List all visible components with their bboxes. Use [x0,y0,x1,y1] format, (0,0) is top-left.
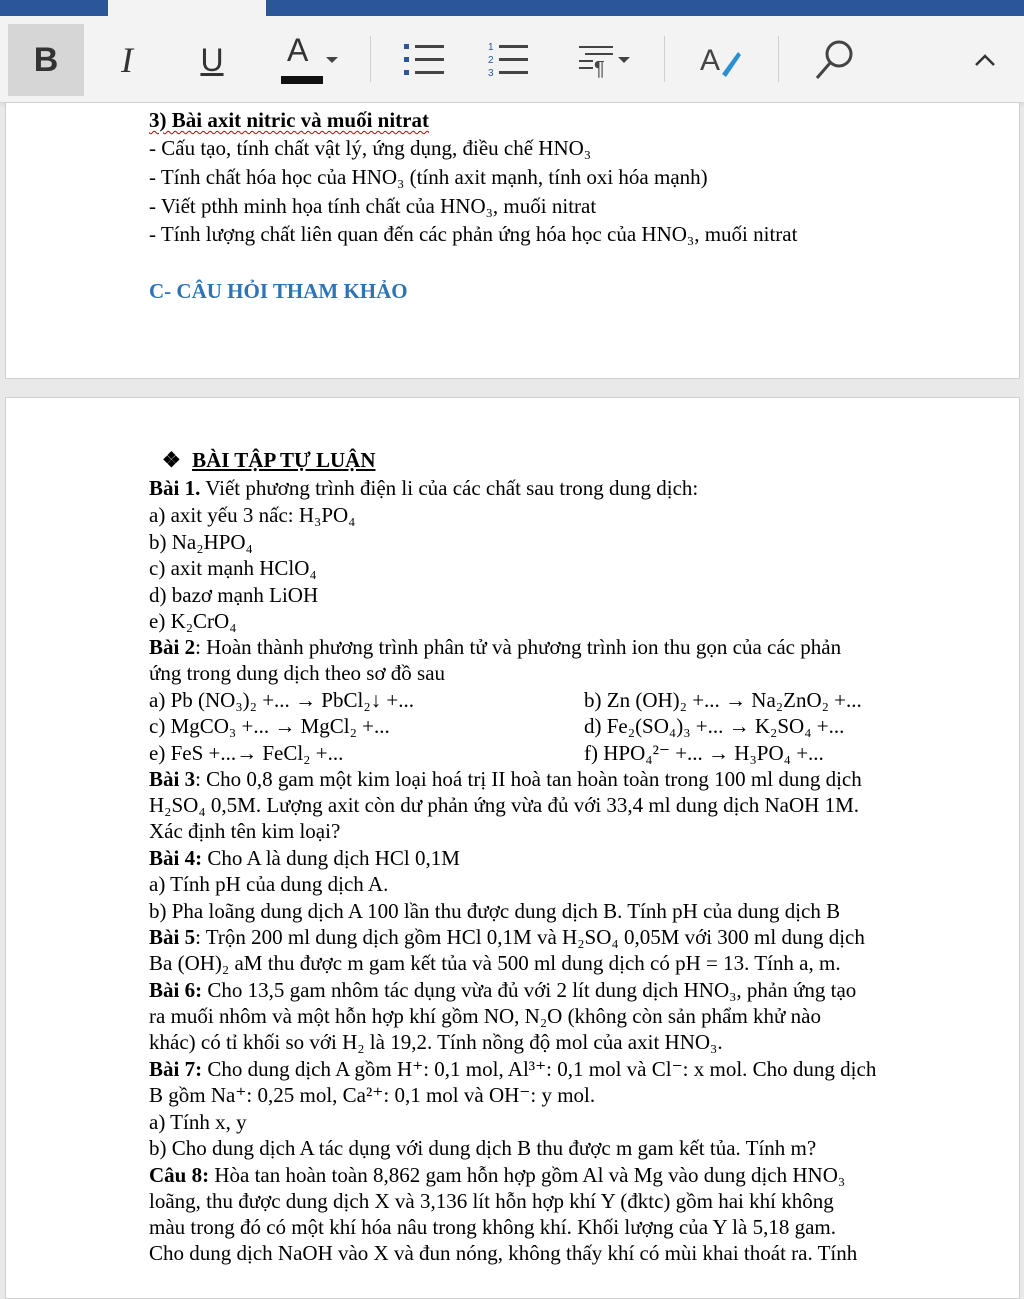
paragraph [149,1056,876,1082]
list-item: - Tính chất hóa học của HNO₃ (tính axit mạnh, tính oxi hóa mạnh) [149,165,708,189]
paragraph-text: Hòa tan hoàn toàn 8,862 gam hỗn hợp gồm Al và Mg vào dung dịch HNO₃ [209,1163,846,1187]
paragraph-text: màu trong đó có một khí hóa nâu trong không khí. Khối lượng của Y là 5,18 gam. [149,1215,836,1239]
styles-brush-icon [698,38,742,82]
list-item: b) Pha loãng dung dịch A 100 lần thu được dung dịch B. Tính pH của dung dịch B [149,899,841,923]
equation-item: f) HPO₄²⁻ +... → H₃PO₄ +... [584,741,824,765]
section-heading: C- CÂU HỎI THAM KHẢO [149,279,408,303]
chevron-down-icon [325,55,339,65]
list-item: c) axit mạnh HClO₄ [149,556,317,580]
paragraph [149,475,698,501]
paragraph-text: : Cho 0,8 gam một kim loại hoá trị II hoà tan hoàn toàn trong 100 ml dung dịch [195,767,862,791]
svg-text:1: 1 [488,42,494,53]
toolbar-separator [370,36,371,82]
equation-item: e) FeS +...→ FeCl₂ +... [149,741,344,765]
paragraph-text: H₂SO₄ 0,5M. Lượng axit còn dư phản ứng vừa đủ với 33,4 ml dung dịch NaOH 1M. [149,793,859,817]
italic-icon: I [121,40,133,80]
font-color-letter: A [287,32,309,68]
exercise-label: Bài 2 [149,635,196,659]
svg-text:¶: ¶ [594,58,605,78]
section-title: 3) Bài axit nitric và muối nitrat [149,108,429,132]
paragraph-text: khác) có tỉ khối so với H₂ là 19,2. Tính nồng độ mol của axit HNO₃. [149,1030,723,1054]
search-icon [812,38,856,82]
chevron-up-icon [973,52,997,68]
document-page-1 [5,102,1020,379]
paragraph-text: Cho dung dịch NaOH vào X và đun nóng, không thấy khí có mùi khai thoát ra. Tính [149,1241,858,1265]
toolbar-separator [778,36,779,82]
list-item: a) Tính x, y [149,1110,247,1134]
paragraph [149,1162,845,1188]
exercise-label: Bài 5 [149,925,196,949]
bold-button[interactable] [8,24,84,96]
title-bar [0,0,1024,16]
equation-item: c) MgCO₃ +... → MgCl₂ +... [149,714,390,738]
toolbar-separator [664,36,665,82]
paragraph-text: Cho A là dung dịch HCl 0,1M [202,846,460,870]
paragraph-text: B gồm Na⁺: 0,25 mol, Ca²⁺: 0,1 mol và OH⁻: y mol. [149,1083,596,1107]
list-item: b) Na₂HPO₄ [149,530,253,554]
styles-button[interactable] [690,24,750,96]
list-item: a) Tính pH của dung dịch A. [149,872,389,896]
list-item: b) Cho dung dịch A tác dụng với dung dịch B thu được m gam kết tủa. Tính m? [149,1136,817,1160]
exercise-label: Bài 6: [149,978,203,1002]
active-ribbon-tab[interactable] [108,0,266,16]
paragraph [149,924,865,950]
numbered-list-icon [486,40,530,80]
paragraph-text: loãng, thu được dung dịch X và 3,136 lít hỗn hợp khí Y (đktc) gồm hai khí không [149,1189,834,1213]
formatting-toolbar [0,16,1024,103]
chevron-down-icon [617,55,631,65]
paragraph-text: Xác định tên kim loại? [149,819,341,843]
paragraph-icon [577,42,617,78]
paragraph-text: Cho 13,5 gam nhôm tác dụng vừa đủ với 2 lít dung dịch HNO₃, phản ứng tạo [202,978,857,1002]
page-heading: BÀI TẬP TỰ LUẬN [192,448,376,472]
paragraph-text: Viết phương trình điện li của các chất sau trong dung dịch: [200,476,699,500]
underline-icon: U [200,41,224,78]
paragraph-text: ứng trong dung dịch theo sơ đồ sau [149,661,446,685]
paragraph [149,634,841,660]
exercise-label: Bài 1. [149,476,201,500]
exercise-label: Bài 7: [149,1057,203,1081]
paragraph-text: Cho dung dịch A gồm H⁺: 0,1 mol, Al³⁺: 0,1 mol và Cl⁻: x mol. Cho dung dịch [202,1057,877,1081]
paragraph-text: ra muối nhôm và một hỗn hợp khí gồm NO, N₂O (không còn sản phẩm khử nào [149,1004,821,1028]
numbered-list-button[interactable] [478,24,538,96]
paragraph-text: : Hoàn thành phương trình phân tử và phương trình ion thu gọn của các phản [195,635,842,659]
search-button[interactable] [804,24,864,96]
exercise-label: Câu 8: [149,1163,210,1187]
font-color-button[interactable] [270,24,350,96]
svg-text:A: A [700,44,721,77]
list-item: d) bazơ mạnh LiOH [149,583,319,607]
font-color-swatch [281,76,323,84]
paragraph [149,845,460,871]
paragraph [149,977,856,1003]
collapse-ribbon-button[interactable] [960,24,1010,96]
italic-button[interactable] [95,24,159,96]
exercise-label: Bài 3 [149,767,196,791]
diamond-bullet-icon: ❖ [162,448,181,472]
paragraph [149,766,862,792]
list-item: - Viết pthh minh họa tính chất của HNO₃, muối nitrat [149,194,597,218]
paragraph-format-button[interactable] [566,24,642,96]
paragraph-text: Ba (OH)₂ aM thu được m gam kết tủa và 500 ml dung dịch có pH = 13. Tính a, m. [149,951,841,975]
heading-line [162,447,375,473]
bold-icon: B [33,40,59,79]
svg-text:2: 2 [488,55,494,66]
underline-button[interactable] [180,24,244,96]
equation-item: d) Fe₂(SO₄)₃ +... → K₂SO₄ +... [584,714,845,738]
list-item: a) axit yếu 3 nấc: H₃PO₄ [149,503,356,527]
equation-item: b) Zn (OH)₂ +... → Na₂ZnO₂ +... [584,688,862,712]
svg-text:3: 3 [488,68,494,79]
list-item: - Tính lượng chất liên quan đến các phản ứng hóa học của HNO₃, muối nitrat [149,222,798,246]
bullet-list-button[interactable] [394,24,454,96]
list-item: - Cấu tạo, tính chất vật lý, ứng dụng, điều chế HNO₃ [149,136,592,160]
document-page-2 [5,397,1020,1299]
bullet-list-icon [402,40,446,80]
list-item: e) K₂CrO₄ [149,609,237,633]
exercise-label: Bài 4: [149,846,203,870]
font-color-icon [281,32,325,82]
equation-item: a) Pb (NO₃)₂ +... → PbCl₂↓ +... [149,688,414,712]
paragraph-text: : Trộn 200 ml dung dịch gồm HCl 0,1M và H₂SO₄ 0,05M với 300 ml dung dịch [195,925,865,949]
